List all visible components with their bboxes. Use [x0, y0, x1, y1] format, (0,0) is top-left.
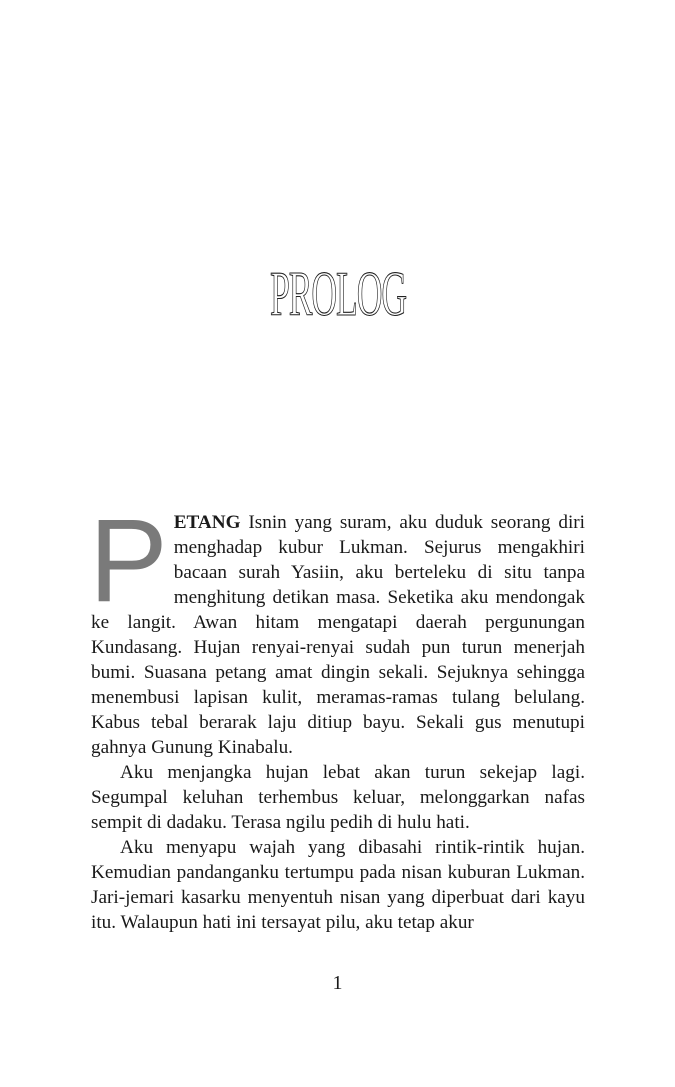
chapter-heading — [0, 255, 675, 335]
lead-word: ETANG — [173, 512, 241, 533]
prose-body — [89, 495, 585, 935]
paragraph-1-text: Isnin yang suram, aku duduk seorang diri menghadap kubur Lukman. Sejurus mengakhiri bacaan surah Yasiin, aku berteleku di situ tanpa menghitung detikan masa. Seketika aku mendongak ke langit. Awan hitam mengatapi daerah pergunungan Kundasang. Hujan renyai-renyai sudah pun turun menerjah bumi. Suasana petang amat dingin sekali. Sejuknya sehingga menembusi lapisan kulit, meramas-ramas tulang belulang. Kabus tebal berarak laju ditiup bayu. Sekali gus menutupi gahnya Gunung Kinabalu. — [91, 512, 585, 758]
paragraph-1 — [89, 495, 585, 760]
drop-cap: P — [89, 495, 168, 627]
paragraph-3: Aku menyapu wajah yang dibasahi rintik-rintik hujan. Kemudian pandanganku tertumpu pada nisan kuburan Lukman. Jari-jemari kasarku menyentuh nisan yang diperbuat dari kayu itu. Walaupun hati ini tersayat pilu, aku tetap akur — [91, 837, 585, 933]
chapter-title: PROLOG — [269, 258, 406, 329]
page-number: 1 — [332, 972, 343, 994]
chapter-title-outline — [258, 255, 418, 335]
paragraph-2: Aku menjangka hujan lebat akan turun sekejap lagi. Segumpal keluhan terhembus keluar, melonggarkan nafas sempit di dadaku. Terasa ngilu pedih di hulu hati. — [91, 762, 585, 833]
